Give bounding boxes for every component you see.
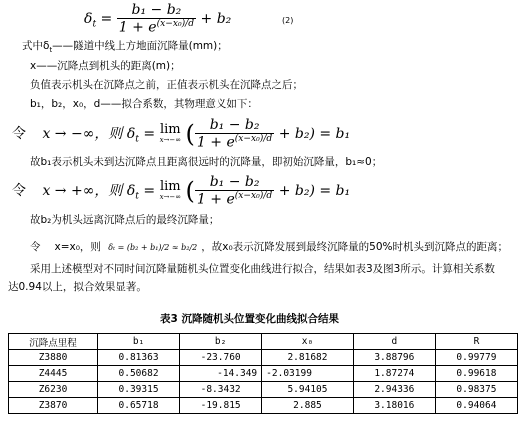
lim1-den-exp: (x−x₀)/d	[234, 134, 273, 144]
lim2-numerator: b₁ − b₂	[195, 174, 274, 191]
lim2-den-prefix: 1 + e	[196, 191, 235, 208]
cell-r: 0.99618	[435, 366, 517, 382]
desc-line-1-b: ——隧道中线上方地面沉降量(mm)；	[52, 40, 228, 52]
eq2-numerator: b₁ − b₂	[117, 2, 196, 19]
table-caption: 表3 沉降随机头位置变化曲线拟合结果	[160, 313, 339, 325]
cell-d: 1.87274	[353, 366, 435, 382]
lim2-denominator	[195, 191, 274, 208]
table-row	[9, 366, 518, 382]
lim1-lim	[160, 123, 182, 144]
header-x0: x₀	[262, 334, 354, 350]
cell-station: Z3870	[9, 398, 98, 414]
header-r: R	[435, 334, 517, 350]
lim2-ling: 令	[12, 182, 26, 199]
after-limit-2: 故b₂为机头远离沉降点后的最终沉降量；	[30, 214, 220, 226]
eq2-lhs-sub: t	[92, 19, 97, 30]
cell-r: 0.98375	[435, 382, 517, 398]
eq2-equals: =	[100, 10, 113, 27]
lim1-ling: 令	[12, 125, 26, 142]
lim1-den-prefix: 1 + e	[196, 134, 235, 151]
eq2-number: (2)	[282, 16, 294, 25]
table-row	[9, 382, 518, 398]
half-value-line	[30, 241, 508, 254]
desc-line-4: b₁，b₂，x₀，d——拟合系数，其物理意义如下：	[30, 98, 258, 110]
lim2-cond-sub: t	[135, 191, 139, 202]
cell-d: 2.94336	[353, 382, 435, 398]
cell-x0: 2.885	[262, 398, 354, 414]
cell-x0: 5.94105	[262, 382, 354, 398]
table-row	[9, 350, 518, 366]
lim1-lim-sub: x→−∞	[159, 136, 182, 145]
cell-station: Z3880	[9, 350, 98, 366]
header-b2: b₂	[180, 334, 262, 350]
cell-b2: -23.760	[180, 350, 262, 366]
eq2-denominator	[117, 19, 196, 36]
cell-x0: 2.81682	[262, 350, 354, 366]
cell-b2: -14.349	[180, 366, 262, 382]
half-expr: δₜ = (b₂ + b₁)/2 ≈ b₂/2	[108, 243, 198, 252]
lim1-numerator: b₁ − b₂	[195, 117, 274, 134]
lim1-result: ) = b₁	[309, 125, 351, 142]
cell-r: 0.94064	[435, 398, 517, 414]
fit-results-table	[8, 333, 518, 414]
lim2-tail: + b₂	[278, 182, 310, 199]
half-rest: ，故x₀表示沉降发展到最终沉降量的50%时机头到沉降点的距离；	[201, 241, 508, 253]
cell-b2: -8.3432	[180, 382, 262, 398]
lim2-den-exp: (x−x₀)/d	[234, 191, 273, 201]
eq2-lhs: δ	[84, 10, 93, 27]
lim2-open-paren: (	[185, 176, 195, 205]
limit-eq-2	[12, 174, 350, 208]
eq2-den-prefix: 1 + e	[118, 19, 157, 36]
after-limit-1: 故b₁表示机头未到达沉降点且距离很远时的沉降量，即初始沉降量，b₁≈0；	[30, 156, 383, 168]
cell-d: 3.88796	[353, 350, 435, 366]
cell-r: 0.99779	[435, 350, 517, 366]
eq2-fraction	[117, 2, 196, 36]
lim1-eq: =	[143, 125, 156, 142]
table-header-row	[9, 334, 518, 350]
eq2-tail: + b₂	[200, 10, 232, 27]
limit-eq-1	[12, 117, 350, 151]
lim2-cond: x → +∞，则 δ	[42, 182, 136, 199]
equation-2	[84, 2, 231, 36]
half-ling: 令	[30, 241, 41, 253]
desc-line-2: x——沉降点到机头的距离(m)；	[30, 60, 181, 72]
lim2-fraction	[195, 174, 274, 208]
header-station: 沉降点里程	[9, 334, 98, 350]
desc-line-1-sub: t	[49, 46, 53, 55]
lim1-cond-sub: t	[135, 134, 139, 145]
cell-x0: -2.03199	[262, 366, 354, 382]
paragraph-line-2: 达0.94以上，拟合效果显著。	[8, 281, 147, 293]
lim2-result: ) = b₁	[309, 182, 351, 199]
desc-line-1-a: 式中δ	[22, 40, 50, 52]
paragraph-line-1: 采用上述模型对不同时间沉降量随机头位置变化曲线进行拟合，结果如表3及图3所示。计算相关系数	[30, 263, 495, 275]
cell-d: 3.18016	[353, 398, 435, 414]
lim2-lim-sub: x→−∞	[159, 193, 182, 202]
lim2-lim-word: lim	[159, 179, 181, 195]
cell-b1: 0.65718	[98, 398, 180, 414]
lim1-lim-word: lim	[159, 122, 181, 138]
half-cond: x=x₀，则	[54, 241, 101, 253]
desc-line-1	[22, 40, 228, 57]
desc-line-3: 负值表示机头在沉降点之前，正值表示机头在沉降点之后；	[30, 79, 303, 91]
cell-station: Z4445	[9, 366, 98, 382]
table-row	[9, 398, 518, 414]
lim1-denominator	[195, 134, 274, 151]
cell-b2: -19.815	[180, 398, 262, 414]
eq2-den-exp: (x−x₀)/d	[156, 19, 195, 29]
header-d: d	[353, 334, 435, 350]
lim2-eq: =	[143, 182, 156, 199]
cell-b1: 0.81363	[98, 350, 180, 366]
header-b1: b₁	[98, 334, 180, 350]
cell-b1: 0.50682	[98, 366, 180, 382]
lim1-cond: x → −∞，则 δ	[42, 125, 136, 142]
cell-b1: 0.39315	[98, 382, 180, 398]
lim1-tail: + b₂	[278, 125, 310, 142]
lim1-open-paren: (	[185, 119, 195, 148]
cell-station: Z6230	[9, 382, 98, 398]
lim2-lim	[160, 180, 182, 201]
lim1-fraction	[195, 117, 274, 151]
